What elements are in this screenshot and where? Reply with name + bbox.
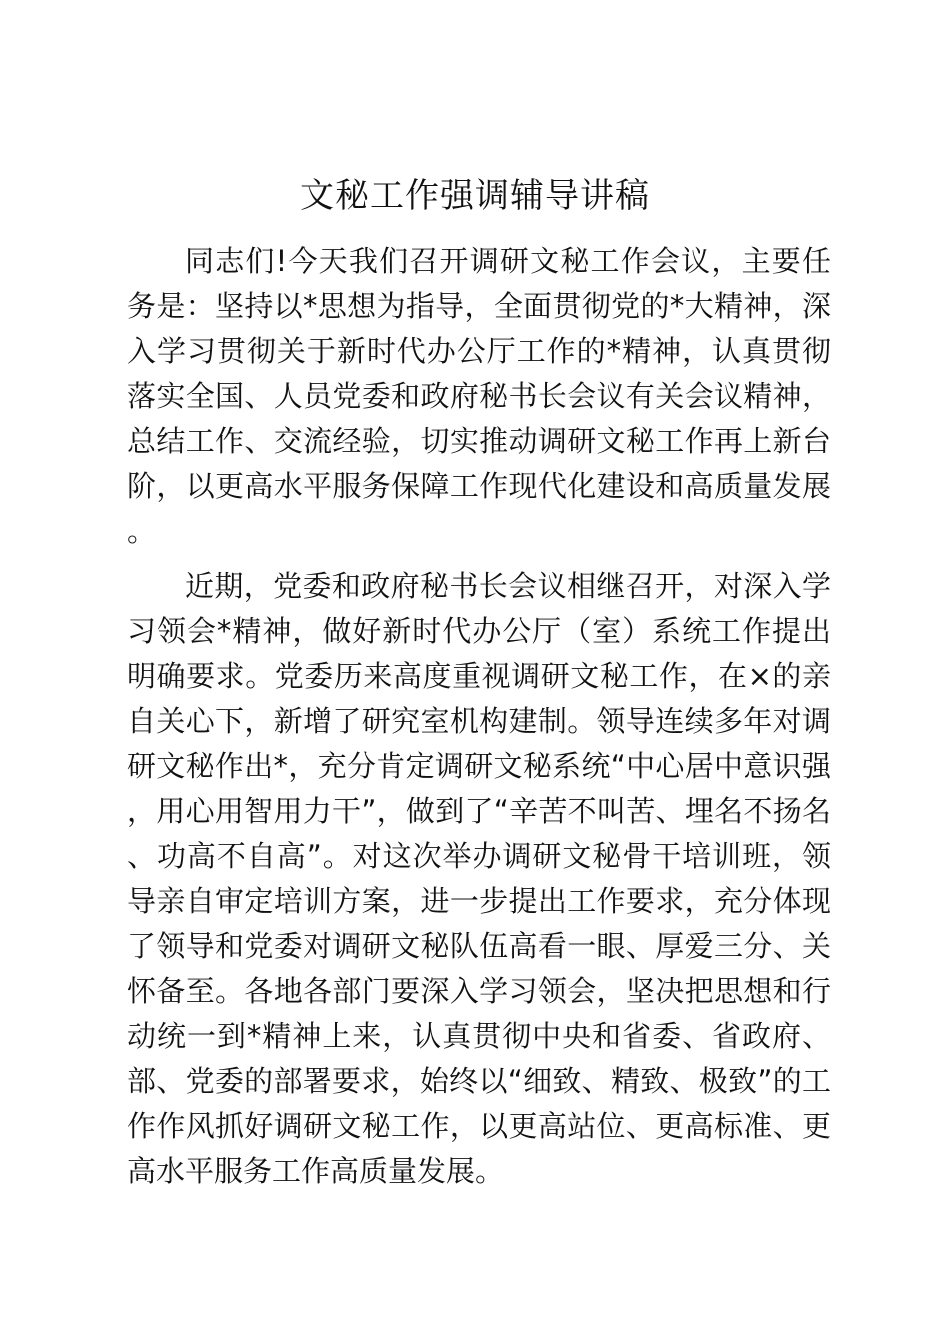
document-body xyxy=(127,239,831,1194)
paragraph-2: 近期，党委和政府秘书长会议相继召开，对深入学习领会*精神，做好新时代办公厅（室）系统工作提出明确要求。党委历来高度重视调研文秘工作，在×的亲自关心下，新增了研究室机构建制。领导连续多年对调研文秘作出*，充分肯定调研文秘系统“中心居中意识强，用心用智用力干”，做到了“辛苦不叫苦、埋名不扬名、功高不自高”。对这次举办调研文秘骨干培训班，领导亲自审定培训方案，进一步提出工作要求，充分体现了领导和党委对调研文秘队伍高看一眼、厚爱三分、关怀备至。各地各部门要深入学习领会，坚决把思想和行动统一到*精神上来，认真贯彻中央和省委、省政府、部、党委的部署要求，始终以“细致、精致、极致”的工作作风抓好调研文秘工作，以更高站位、更高标准、更高水平服务工作高质量发展。 xyxy=(127,569,831,1188)
document-title: 文秘工作强调辅导讲稿 xyxy=(300,176,650,216)
paragraph-1: 同志们!今天我们召开调研文秘工作会议，主要任务是：坚持以*思想为指导，全面贯彻党的*大精神，深入学习贯彻关于新时代办公厅工作的*精神，认真贯彻落实全国、人员党委和政府秘书长会议有关会议精神，总结工作、交流经验，切实推动调研文秘工作再上新台阶，以更高水平服务保障工作现代化建设和高质量发展。 xyxy=(127,244,831,548)
